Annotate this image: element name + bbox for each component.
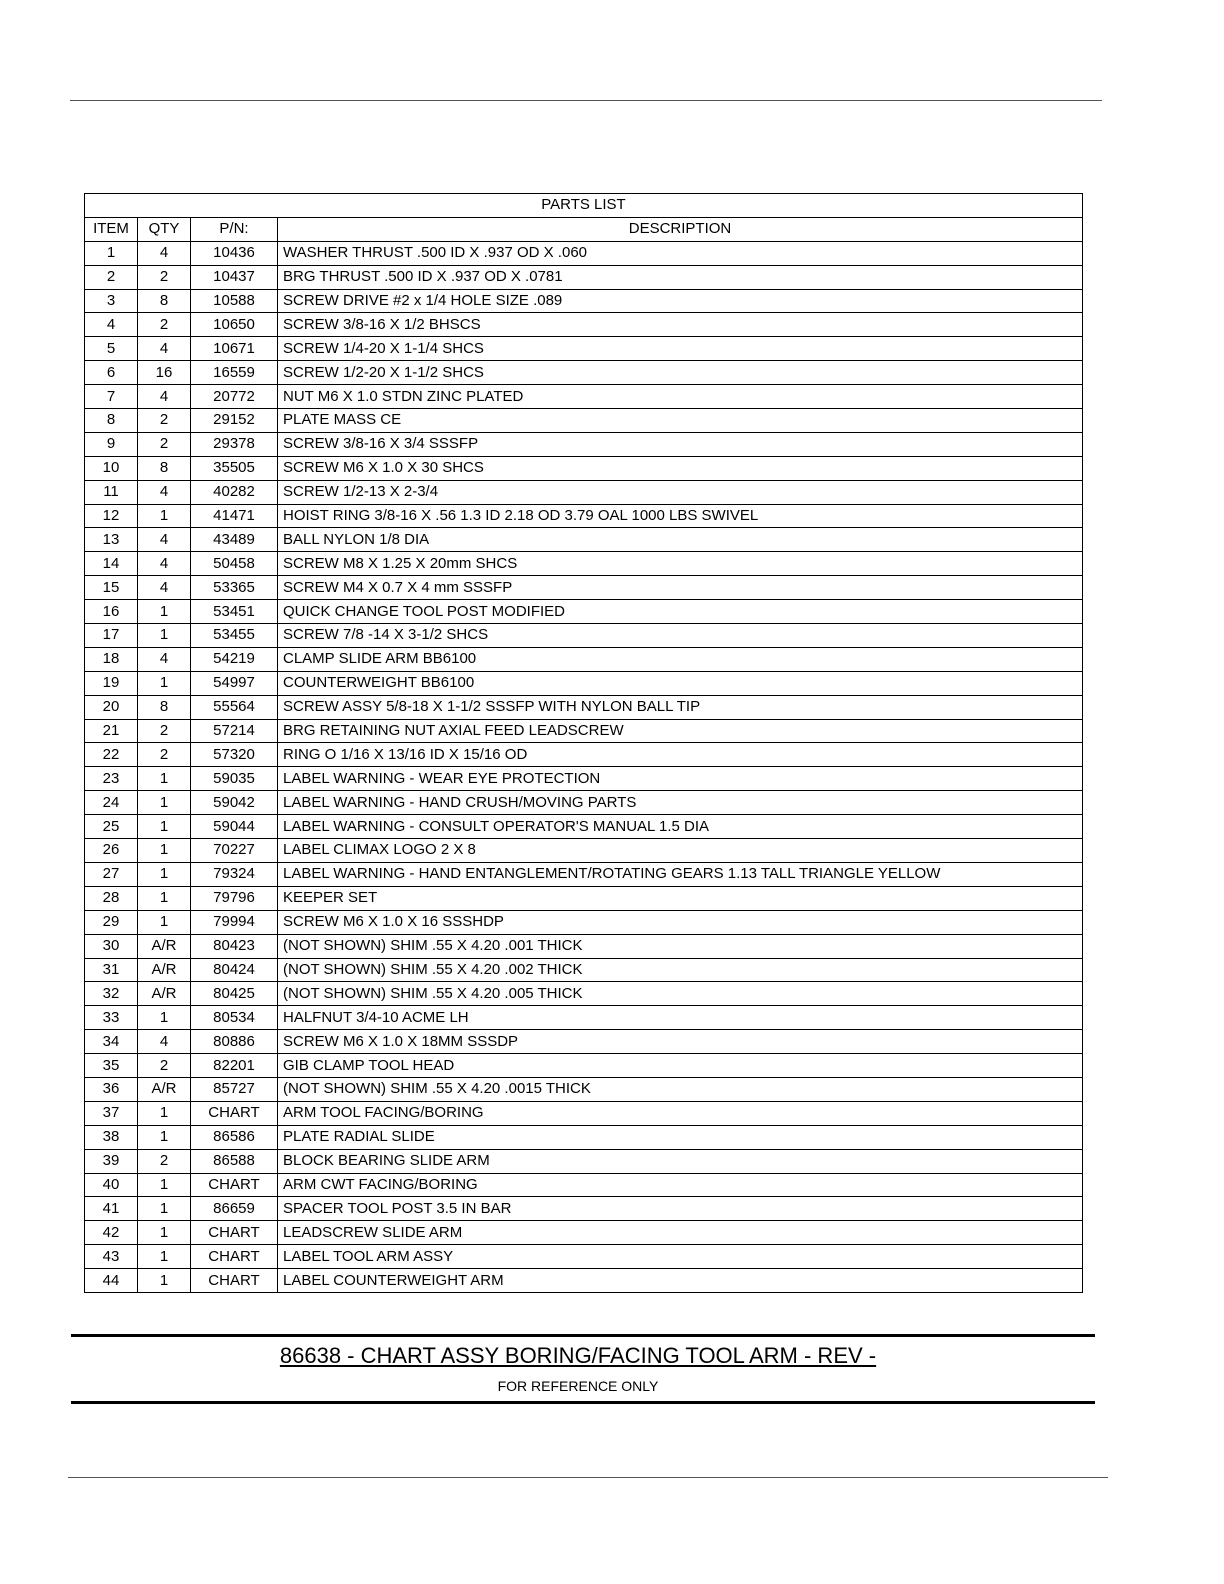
cell-description: LABEL WARNING - HAND ENTANGLEMENT/ROTATING GEARS 1.13 TALL TRIANGLE YELLOW: [278, 862, 1083, 886]
cell-pn: 10437: [191, 265, 278, 289]
cell-description: SCREW DRIVE #2 x 1/4 HOLE SIZE .089: [278, 289, 1083, 313]
table-row: [85, 552, 1083, 576]
cell-item: 26: [85, 839, 138, 863]
table-row: [85, 361, 1083, 385]
cell-item: 30: [85, 934, 138, 958]
cell-qty: 1: [138, 1197, 191, 1221]
cell-qty: 1: [138, 910, 191, 934]
cell-qty: 1: [138, 624, 191, 648]
cell-item: 31: [85, 958, 138, 982]
cell-pn: 79796: [191, 886, 278, 910]
cell-pn: 40282: [191, 480, 278, 504]
cell-pn: CHART: [191, 1173, 278, 1197]
cell-pn: 80423: [191, 934, 278, 958]
reference-note: FOR REFERENCE ONLY: [497, 1378, 659, 1394]
cell-item: 27: [85, 862, 138, 886]
table-row: [85, 1221, 1083, 1245]
cell-pn: 80534: [191, 1006, 278, 1030]
cell-description: BLOCK BEARING SLIDE ARM: [278, 1149, 1083, 1173]
cell-description: SCREW M6 X 1.0 X 16 SSSHDP: [278, 910, 1083, 934]
cell-description: QUICK CHANGE TOOL POST MODIFIED: [278, 600, 1083, 624]
cell-description: (NOT SHOWN) SHIM .55 X 4.20 .002 THICK: [278, 958, 1083, 982]
cell-description: SCREW M8 X 1.25 X 20mm SHCS: [278, 552, 1083, 576]
cell-qty: 4: [138, 385, 191, 409]
header-rule: [70, 100, 1102, 101]
cell-item: 33: [85, 1006, 138, 1030]
table-row: [85, 839, 1083, 863]
assembly-title: 86638 - CHART ASSY BORING/FACING TOOL ARM - REV -: [279, 1343, 877, 1368]
table-row: [85, 337, 1083, 361]
cell-pn: 53455: [191, 624, 278, 648]
cell-qty: 1: [138, 504, 191, 528]
cell-qty: 4: [138, 528, 191, 552]
cell-item: 15: [85, 576, 138, 600]
table-row: [85, 600, 1083, 624]
cell-item: 24: [85, 791, 138, 815]
cell-item: 3: [85, 289, 138, 313]
cell-description: LABEL WARNING - CONSULT OPERATOR'S MANUAL 1.5 DIA: [278, 815, 1083, 839]
cell-description: SCREW M6 X 1.0 X 30 SHCS: [278, 456, 1083, 480]
parts-list-title-row: [85, 194, 1083, 218]
cell-item: 13: [85, 528, 138, 552]
cell-item: 19: [85, 671, 138, 695]
cell-qty: 2: [138, 265, 191, 289]
footer-rule: [68, 1477, 1108, 1478]
cell-pn: 59044: [191, 815, 278, 839]
title-band-bottom-rule: [71, 1401, 1095, 1404]
cell-item: 11: [85, 480, 138, 504]
cell-item: 39: [85, 1149, 138, 1173]
cell-description: (NOT SHOWN) SHIM .55 X 4.20 .0015 THICK: [278, 1077, 1083, 1101]
table-row: [85, 576, 1083, 600]
cell-qty: 1: [138, 1269, 191, 1293]
cell-description: BALL NYLON 1/8 DIA: [278, 528, 1083, 552]
cell-qty: 1: [138, 1006, 191, 1030]
table-row: [85, 743, 1083, 767]
cell-pn: 43489: [191, 528, 278, 552]
cell-qty: 1: [138, 839, 191, 863]
cell-item: 12: [85, 504, 138, 528]
cell-description: BRG THRUST .500 ID X .937 OD X .0781: [278, 265, 1083, 289]
cell-item: 6: [85, 361, 138, 385]
parts-list-title: PARTS LIST: [85, 194, 1083, 218]
cell-description: SCREW M4 X 0.7 X 4 mm SSSFP: [278, 576, 1083, 600]
cell-item: 44: [85, 1269, 138, 1293]
table-row: [85, 480, 1083, 504]
table-row: [85, 1030, 1083, 1054]
table-row: [85, 456, 1083, 480]
cell-item: 35: [85, 1054, 138, 1078]
cell-pn: 10436: [191, 241, 278, 265]
cell-pn: 57320: [191, 743, 278, 767]
cell-item: 14: [85, 552, 138, 576]
cell-description: SCREW ASSY 5/8-18 X 1-1/2 SSSFP WITH NYLON BALL TIP: [278, 695, 1083, 719]
parts-list-table: [84, 193, 1083, 1293]
cell-item: 8: [85, 409, 138, 433]
cell-pn: 85727: [191, 1077, 278, 1101]
cell-qty: 4: [138, 576, 191, 600]
table-row: [85, 504, 1083, 528]
table-row: [85, 1006, 1083, 1030]
table-row: [85, 791, 1083, 815]
cell-description: SCREW 7/8 -14 X 3-1/2 SHCS: [278, 624, 1083, 648]
cell-description: (NOT SHOWN) SHIM .55 X 4.20 .001 THICK: [278, 934, 1083, 958]
cell-qty: 8: [138, 456, 191, 480]
cell-qty: 4: [138, 241, 191, 265]
cell-item: 16: [85, 600, 138, 624]
cell-qty: 1: [138, 671, 191, 695]
cell-item: 18: [85, 647, 138, 671]
cell-item: 23: [85, 767, 138, 791]
cell-description: NUT M6 X 1.0 STDN ZINC PLATED: [278, 385, 1083, 409]
cell-item: 42: [85, 1221, 138, 1245]
cell-description: LABEL WARNING - WEAR EYE PROTECTION: [278, 767, 1083, 791]
table-row: [85, 528, 1083, 552]
cell-description: PLATE RADIAL SLIDE: [278, 1125, 1083, 1149]
cell-pn: 57214: [191, 719, 278, 743]
cell-qty: 4: [138, 337, 191, 361]
table-row: [85, 265, 1083, 289]
cell-description: SCREW 3/8-16 X 1/2 BHSCS: [278, 313, 1083, 337]
cell-pn: 55564: [191, 695, 278, 719]
cell-description: SCREW 1/2-20 X 1-1/2 SHCS: [278, 361, 1083, 385]
cell-description: GIB CLAMP TOOL HEAD: [278, 1054, 1083, 1078]
cell-item: 22: [85, 743, 138, 767]
cell-qty: 1: [138, 1245, 191, 1269]
table-row: [85, 385, 1083, 409]
table-row: [85, 241, 1083, 265]
cell-item: 7: [85, 385, 138, 409]
cell-qty: 1: [138, 1221, 191, 1245]
cell-qty: 1: [138, 1173, 191, 1197]
table-row: [85, 647, 1083, 671]
cell-pn: 79324: [191, 862, 278, 886]
cell-item: 43: [85, 1245, 138, 1269]
table-row: [85, 313, 1083, 337]
cell-qty: 1: [138, 862, 191, 886]
cell-pn: 82201: [191, 1054, 278, 1078]
cell-description: KEEPER SET: [278, 886, 1083, 910]
cell-item: 1: [85, 241, 138, 265]
table-row: [85, 409, 1083, 433]
table-row: [85, 1077, 1083, 1101]
table-row: [85, 671, 1083, 695]
cell-qty: 1: [138, 1125, 191, 1149]
cell-description: BRG RETAINING NUT AXIAL FEED LEADSCREW: [278, 719, 1083, 743]
cell-item: 2: [85, 265, 138, 289]
table-row: [85, 432, 1083, 456]
cell-pn: 86659: [191, 1197, 278, 1221]
parts-list-header-row: [85, 217, 1083, 241]
cell-pn: 10588: [191, 289, 278, 313]
cell-description: LEADSCREW SLIDE ARM: [278, 1221, 1083, 1245]
cell-item: 20: [85, 695, 138, 719]
cell-pn: 10671: [191, 337, 278, 361]
cell-item: 36: [85, 1077, 138, 1101]
cell-item: 9: [85, 432, 138, 456]
cell-description: (NOT SHOWN) SHIM .55 X 4.20 .005 THICK: [278, 982, 1083, 1006]
cell-qty: 4: [138, 647, 191, 671]
cell-description: ARM TOOL FACING/BORING: [278, 1101, 1083, 1125]
cell-item: 21: [85, 719, 138, 743]
title-band-top-rule: [71, 1334, 1095, 1337]
table-row: [85, 1125, 1083, 1149]
cell-qty: 2: [138, 409, 191, 433]
cell-description: SCREW M6 X 1.0 X 18MM SSSDP: [278, 1030, 1083, 1054]
cell-qty: 4: [138, 1030, 191, 1054]
table-row: [85, 886, 1083, 910]
cell-pn: CHART: [191, 1221, 278, 1245]
cell-item: 17: [85, 624, 138, 648]
cell-qty: 1: [138, 1101, 191, 1125]
cell-qty: 1: [138, 767, 191, 791]
cell-qty: 8: [138, 695, 191, 719]
cell-description: PLATE MASS CE: [278, 409, 1083, 433]
cell-qty: 2: [138, 1054, 191, 1078]
column-header-qty: QTY: [138, 217, 191, 241]
table-row: [85, 1197, 1083, 1221]
cell-pn: 29152: [191, 409, 278, 433]
cell-item: 37: [85, 1101, 138, 1125]
cell-qty: 1: [138, 791, 191, 815]
table-row: [85, 1245, 1083, 1269]
column-header-description: DESCRIPTION: [278, 217, 1083, 241]
table-row: [85, 695, 1083, 719]
cell-pn: 54219: [191, 647, 278, 671]
cell-item: 4: [85, 313, 138, 337]
cell-description: COUNTERWEIGHT BB6100: [278, 671, 1083, 695]
cell-item: 38: [85, 1125, 138, 1149]
table-row: [85, 1101, 1083, 1125]
cell-item: 5: [85, 337, 138, 361]
table-row: [85, 815, 1083, 839]
table-row: [85, 624, 1083, 648]
table-row: [85, 958, 1083, 982]
cell-pn: 54997: [191, 671, 278, 695]
cell-qty: A/R: [138, 1077, 191, 1101]
cell-pn: 41471: [191, 504, 278, 528]
cell-item: 40: [85, 1173, 138, 1197]
table-row: [85, 910, 1083, 934]
cell-qty: 1: [138, 600, 191, 624]
cell-pn: 80424: [191, 958, 278, 982]
cell-qty: 8: [138, 289, 191, 313]
cell-qty: 2: [138, 313, 191, 337]
cell-description: LABEL TOOL ARM ASSY: [278, 1245, 1083, 1269]
cell-pn: CHART: [191, 1269, 278, 1293]
cell-pn: 53451: [191, 600, 278, 624]
cell-pn: 59035: [191, 767, 278, 791]
cell-qty: 2: [138, 743, 191, 767]
cell-description: LABEL CLIMAX LOGO 2 X 8: [278, 839, 1083, 863]
cell-description: HALFNUT 3/4-10 ACME LH: [278, 1006, 1083, 1030]
table-row: [85, 719, 1083, 743]
cell-pn: 29378: [191, 432, 278, 456]
table-row: [85, 767, 1083, 791]
cell-pn: 16559: [191, 361, 278, 385]
cell-qty: 1: [138, 886, 191, 910]
cell-qty: 4: [138, 552, 191, 576]
cell-pn: 86586: [191, 1125, 278, 1149]
cell-pn: 35505: [191, 456, 278, 480]
table-row: [85, 934, 1083, 958]
table-row: [85, 1269, 1083, 1293]
cell-qty: 16: [138, 361, 191, 385]
parts-list-body: [85, 241, 1083, 1292]
cell-pn: 10650: [191, 313, 278, 337]
cell-qty: 1: [138, 815, 191, 839]
cell-pn: 53365: [191, 576, 278, 600]
cell-item: 29: [85, 910, 138, 934]
table-row: [85, 1173, 1083, 1197]
cell-qty: A/R: [138, 934, 191, 958]
cell-pn: CHART: [191, 1245, 278, 1269]
cell-pn: 79994: [191, 910, 278, 934]
column-header-item: ITEM: [85, 217, 138, 241]
cell-qty: 2: [138, 719, 191, 743]
column-header-pn: P/N:: [191, 217, 278, 241]
cell-item: 25: [85, 815, 138, 839]
table-row: [85, 1149, 1083, 1173]
table-row: [85, 289, 1083, 313]
cell-description: LABEL COUNTERWEIGHT ARM: [278, 1269, 1083, 1293]
cell-qty: A/R: [138, 958, 191, 982]
cell-item: 41: [85, 1197, 138, 1221]
cell-qty: A/R: [138, 982, 191, 1006]
cell-description: LABEL WARNING - HAND CRUSH/MOVING PARTS: [278, 791, 1083, 815]
cell-description: SCREW 1/4-20 X 1-1/4 SHCS: [278, 337, 1083, 361]
cell-description: SCREW 3/8-16 X 3/4 SSSFP: [278, 432, 1083, 456]
cell-pn: 86588: [191, 1149, 278, 1173]
table-row: [85, 982, 1083, 1006]
cell-pn: 70227: [191, 839, 278, 863]
cell-qty: 2: [138, 1149, 191, 1173]
cell-description: SCREW 1/2-13 X 2-3/4: [278, 480, 1083, 504]
cell-description: ARM CWT FACING/BORING: [278, 1173, 1083, 1197]
cell-description: RING O 1/16 X 13/16 ID X 15/16 OD: [278, 743, 1083, 767]
cell-pn: CHART: [191, 1101, 278, 1125]
cell-qty: 4: [138, 480, 191, 504]
cell-qty: 2: [138, 432, 191, 456]
cell-description: SPACER TOOL POST 3.5 IN BAR: [278, 1197, 1083, 1221]
cell-item: 34: [85, 1030, 138, 1054]
cell-pn: 50458: [191, 552, 278, 576]
cell-pn: 59042: [191, 791, 278, 815]
cell-description: CLAMP SLIDE ARM BB6100: [278, 647, 1083, 671]
table-row: [85, 1054, 1083, 1078]
cell-item: 28: [85, 886, 138, 910]
cell-description: WASHER THRUST .500 ID X .937 OD X .060: [278, 241, 1083, 265]
cell-description: HOIST RING 3/8-16 X .56 1.3 ID 2.18 OD 3.79 OAL 1000 LBS SWIVEL: [278, 504, 1083, 528]
cell-pn: 80886: [191, 1030, 278, 1054]
cell-pn: 20772: [191, 385, 278, 409]
cell-item: 32: [85, 982, 138, 1006]
cell-pn: 80425: [191, 982, 278, 1006]
cell-item: 10: [85, 456, 138, 480]
table-row: [85, 862, 1083, 886]
